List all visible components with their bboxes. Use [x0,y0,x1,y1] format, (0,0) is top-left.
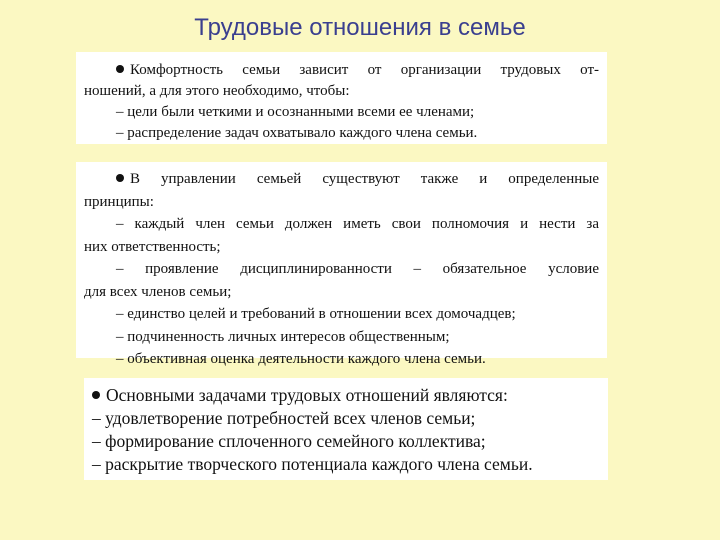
text-line-content: Комфортность семьи зависит от организации трудовых от- [130,62,599,78]
bullet-icon [92,391,100,399]
text-line: – подчиненность личных интересов общественным; [116,328,450,345]
text-line: – единство целей и требований в отношении всех домочадцев; [116,306,516,322]
text-line-content: Основными задачами трудовых отношений являются: [106,385,508,405]
text-line: – каждый член семьи должен иметь свои полномочия и нести за [116,216,599,232]
text-line: – проявление дисциплинированности – обязательное условие [116,261,599,277]
text-line: принципы: [84,193,154,210]
text-line: – формирование сплоченного семейного коллектива; [92,431,486,451]
text-line [92,384,600,407]
text-box-principles [76,162,607,367]
text-line: – удовлетворение потребностей всех членов семьи; [92,408,476,428]
text-line: – распределение задач охватывало каждого члена семьи. [116,125,478,141]
text-line: ношений, а для этого необходимо, чтобы: [84,83,350,99]
text-line: для всех членов семьи; [84,283,232,300]
text-line: них ответственность; [84,238,221,255]
text-box-tasks [84,378,608,480]
text-line: – раскрытие творческого потенциала каждого члена семьи. [92,454,533,474]
bullet-icon [116,65,124,73]
bullet-icon [116,174,124,182]
slide-title: Трудовые отношения в семье [194,14,526,41]
text-line: – цели были четкими и осознанными всеми ее членами; [116,104,475,120]
text-line [84,168,599,191]
text-line-content: В управлении семьей существуют также и определенные [130,171,599,187]
text-line: – объективная оценка деятельности каждого члена семьи. [116,351,486,367]
text-line [84,60,599,81]
text-box-comfort [76,52,607,144]
